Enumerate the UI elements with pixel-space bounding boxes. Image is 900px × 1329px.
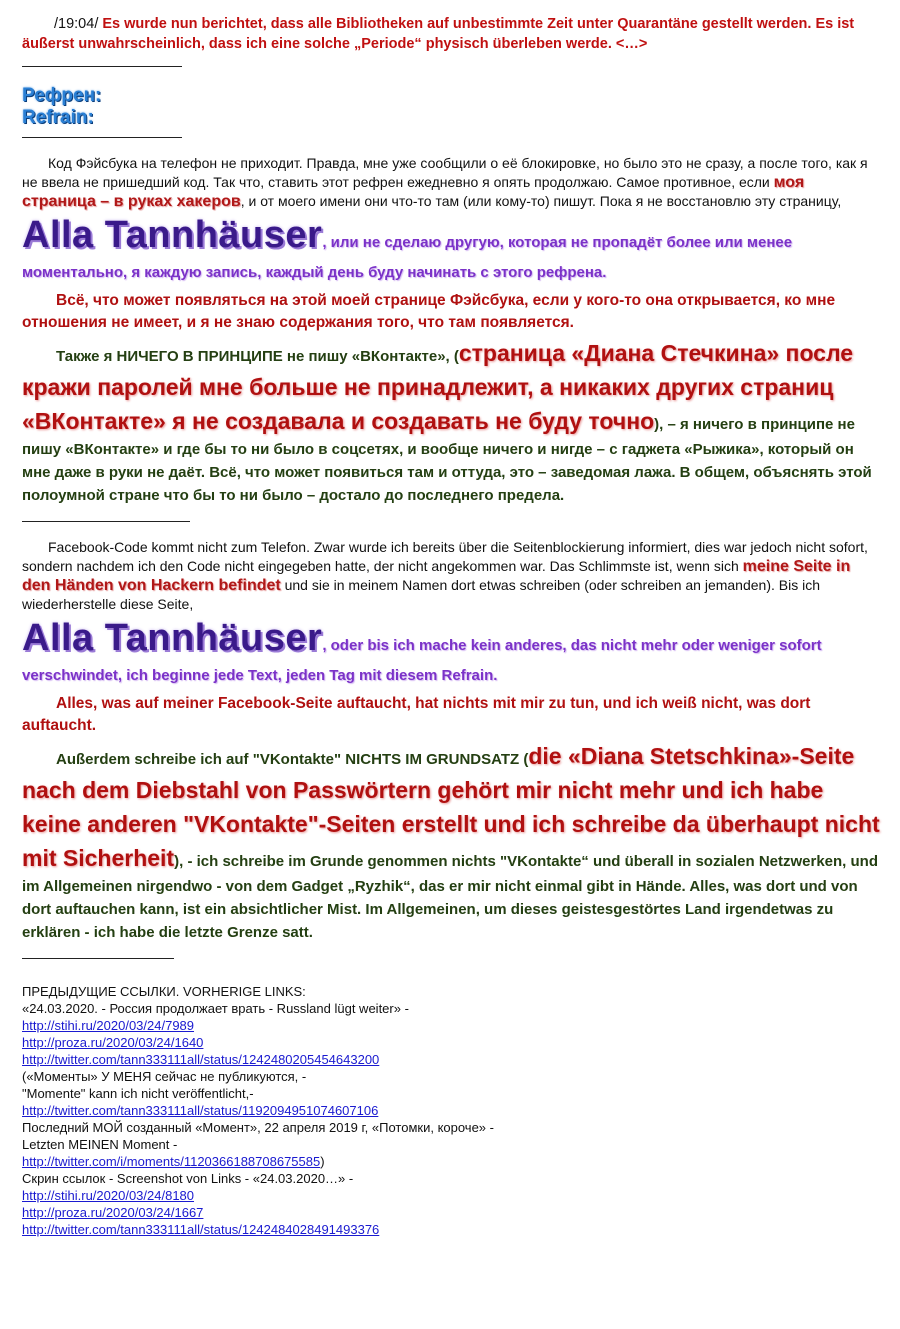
links-line-5: Letzten MEINEN Moment - [22, 1137, 178, 1152]
document-page [22, 14, 882, 1238]
intro-text: Es wurde nun berichtet, dass alle Bibliotheken auf unbestimmte Zeit unter Quarantäne gestellt werden. Es ist äußerst unwahrscheinlich, dass ich eine solche „Periode“ physisch überleben werde. <…> [22, 16, 855, 52]
de-paragraph-2: Alles, was auf meiner Facebook-Seite auftaucht, hat nichts mit mir zu tun, und ich weiß nicht, was dort auftaucht. [22, 695, 811, 734]
ru-p1-highlight: моя страница – в руках хакеров [22, 174, 805, 210]
links-line-4: Последний МОЙ созданный «Момент», 22 апреля 2019 г, «Потомки, короче» - [22, 1120, 494, 1135]
link-stihi-1[interactable]: http://stihi.ru/2020/03/24/7989 [22, 1018, 195, 1033]
links-line-2: («Моменты» У МЕНЯ сейчас не публикуются, - [22, 1069, 307, 1084]
divider [22, 66, 182, 67]
intro-paragraph [22, 14, 882, 54]
de-paragraph-3 [22, 739, 882, 944]
ru-paragraph-1 [22, 154, 882, 211]
link-twitter-3[interactable]: http://twitter.com/tann333111all/status/1242484028491493376 [22, 1222, 380, 1237]
ru-paragraph-2: Всё, что может появляться на этой моей странице Фэйсбука, если у кого-то она открывается, ко мне отношения не имеет, и я не знаю содержания того, что там появляется. [22, 292, 836, 331]
ru-paragraph-3 [22, 336, 882, 507]
refrain-title-ru: Рефрен: [22, 85, 102, 106]
divider [22, 521, 190, 522]
previous-links [22, 983, 882, 1238]
ru-p1-start: Код Фэйсбука на телефон не приходит. Правда, мне уже сообщили о её блокировке, но было это не сразу, а после того, как я не ввела не пришедший код. Так что, ставить этот рефрен ежедневно я опять продолжаю. Самое противное, если [22, 155, 868, 190]
de-p3-end: ), - ich schreibe im Grunde genommen nichts "VKontakte“ und überall in sozialen Netzwerken, und im Allgemeinen nirgendwo - von dem Gadget „Ryzhik“, das er mir nicht einmal gibt in Hände. Alles, was dort und von dort auftauchen kann, ist ein absichtlicher Mist. Im Allgemeinen, um dieses geistesgestörtes Land irgendetwas zu erklären - ich habe die letzte Grenze satt. [22, 853, 879, 941]
de-p1-end: und sie in meinem Namen dort etwas schreiben (oder schreiben an jemanden). Bis ich wiederherstelle diese Seite, [22, 577, 820, 612]
ru-p1-end: , и от моего имени они что-то там (или кому-то) пишут. Пока я не восстановлю эту страницу, [240, 193, 842, 209]
de-p3-big: die «Diana Stetschkina»-Seite nach dem Diebstahl von Passwörtern gehört mir nicht mehr und ich habe keine anderen "VKontakte"-Seiten erstellt und ich schreibe da überhaupt nicht mit Sicherheit [22, 743, 880, 871]
link-proza-2[interactable]: http://proza.ru/2020/03/24/1667 [22, 1205, 204, 1220]
ru-p3-start: Также я НИЧЕГО В ПРИНЦИПЕ не пишу «ВКонтакте», ( [56, 348, 459, 365]
de-paragraph-1 [22, 538, 882, 614]
link-proza-1[interactable]: http://proza.ru/2020/03/24/1640 [22, 1035, 204, 1050]
divider [22, 958, 174, 959]
divider [22, 137, 182, 138]
ru-p3-big: страница «Диана Стечкина» после кражи паролей мне больше не принадлежит, а никаких других страниц «ВКонтакте» я не создавала и создавать не буду точно [22, 340, 854, 434]
link-moment-close: ) [320, 1154, 325, 1169]
ru-refrain-name-line [22, 215, 882, 288]
links-line-1: «24.03.2020. - Россия продолжает врать - Russland lügt weiter» - [22, 1001, 409, 1016]
link-twitter-2[interactable]: http://twitter.com/tann333111all/status/1192094951074607106 [22, 1103, 379, 1118]
de-refrain-name-line [22, 618, 882, 691]
link-twitter-moment[interactable]: http://twitter.com/i/moments/1120366188708675585 [22, 1154, 321, 1169]
ru-name-tail: , или не сделаю другую, которая не пропадёт более или менее моментально, я каждую запись, каждый день буду начинать с этого рефрена. [22, 234, 793, 281]
links-header: ПРЕДЫДУЩИЕ ССЫЛКИ. VORHERIGE LINKS: [22, 984, 306, 999]
link-stihi-2[interactable]: http://stihi.ru/2020/03/24/8180 [22, 1188, 195, 1203]
links-line-3: "Momente" kann ich nicht veröffentlicht,- [22, 1086, 254, 1101]
links-line-6: Скрин ссылок - Screenshot von Links - «24.03.2020…» - [22, 1171, 354, 1186]
refrain-title-de: Refrain: [22, 107, 94, 128]
de-p1-start: Facebook-Code kommt nicht zum Telefon. Zwar wurde ich bereits über die Seitenblockierung informiert, dies war jedoch nicht sofort, sondern nachdem ich den Code nicht eingegeben hatte, der nicht angekommen war. Das Schlimmste ist, wenn sich [22, 539, 868, 574]
de-name-tail: , oder bis ich mache kein anderes, das nicht mehr oder weniger sofort verschwindet, ich beginne jede Text, jeden Tag mit diesem Refrain. [22, 637, 822, 684]
de-author-name: Alla Tannhäuser [22, 617, 323, 659]
ru-author-name: Alla Tannhäuser [22, 214, 323, 256]
de-p1-highlight: meine Seite in den Händen von Hackern befindet [22, 558, 851, 594]
intro-time: /19:04/ [54, 16, 99, 32]
link-twitter-1[interactable]: http://twitter.com/tann333111all/status/1242480205454643200 [22, 1052, 380, 1067]
refrain-heading [22, 85, 882, 129]
link-moment-row [22, 1153, 882, 1170]
ru-p3-end: ), – я ничего в принципе не пишу «ВКонтакте» и где бы то ни было в соцсетях, и вообще ничего и нигде – с гаджета «Рыжика», который он мне даже в руки не даёт. Всё, что может появиться там и оттуда, это – заведомая лажа. В общем, объяснять этой полоумной стране что бы то ни было – достало до последнего предела. [22, 416, 872, 504]
de-p3-start: Außerdem schreibe ich auf "VKontakte" NICHTS IM GRUNDSATZ ( [56, 751, 529, 768]
